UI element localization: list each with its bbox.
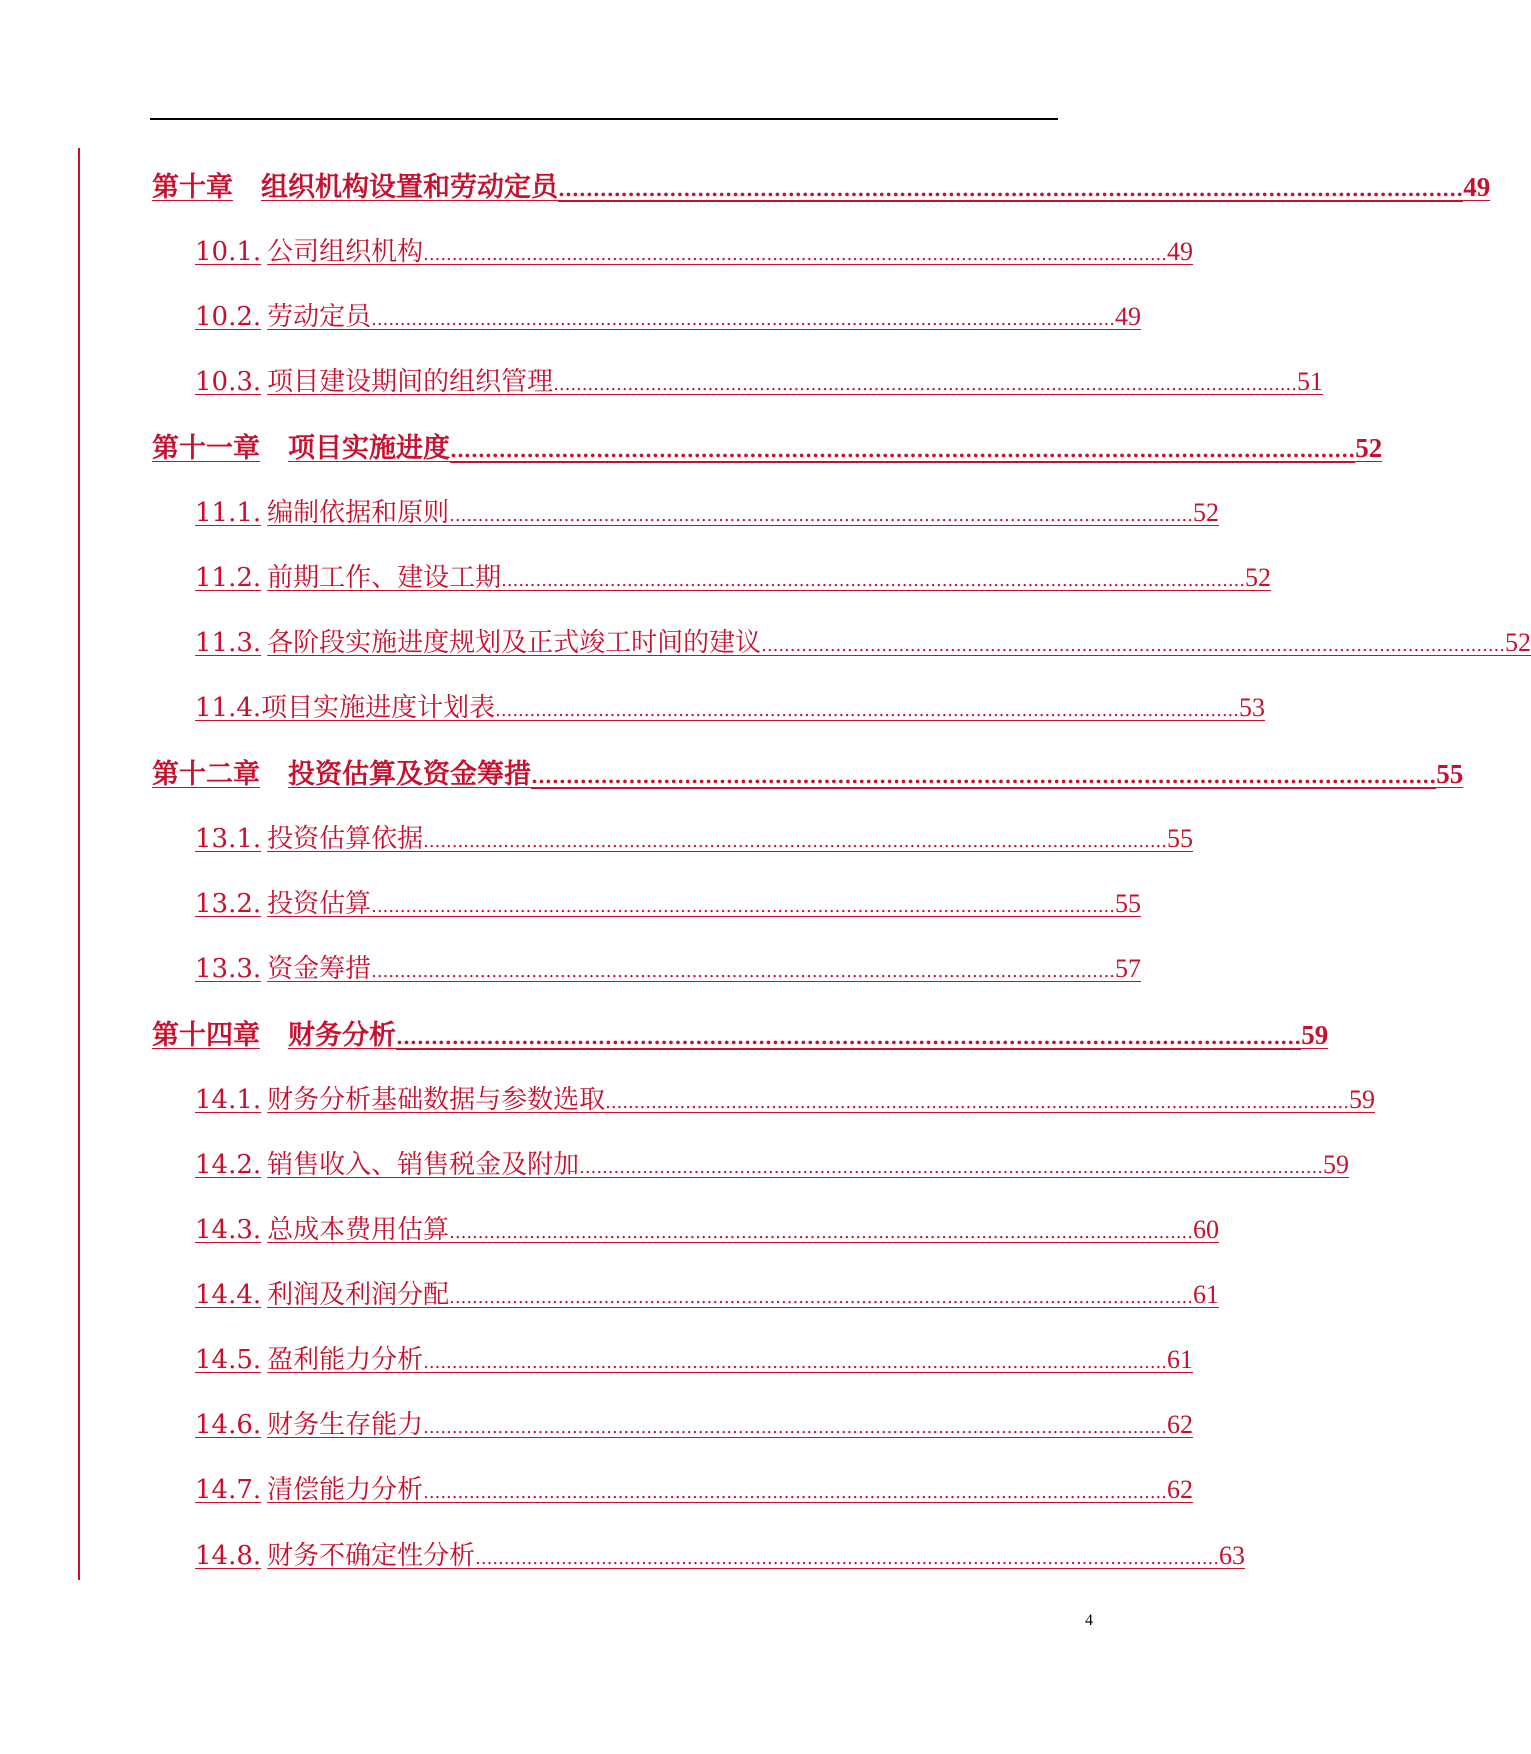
toc-section-11-4[interactable]: [195, 687, 1265, 724]
toc-leader-dots: ..................................................................................................................................: [371, 896, 1115, 917]
toc-number: 14.4.: [195, 1280, 262, 1310]
toc-number: 14.2.: [195, 1150, 262, 1180]
toc-title: 公司组织机构: [267, 237, 424, 267]
toc-title: 项目建设期间的组织管理: [267, 367, 554, 397]
toc-title: 项目实施进度: [288, 433, 450, 464]
toc-page-number: 61: [1193, 1280, 1219, 1309]
toc-page-number: 55: [1436, 759, 1464, 789]
toc-number: 13.2.: [195, 889, 262, 919]
toc-number: 13.1.: [195, 824, 262, 854]
toc-title: 投资估算: [267, 889, 372, 919]
toc-title: 财务分析基础数据与参数选取: [267, 1085, 606, 1115]
toc-section-13-3[interactable]: [195, 948, 1141, 985]
toc-section-11-1[interactable]: [195, 492, 1219, 529]
toc-chapter-10[interactable]: [152, 165, 1491, 204]
toc-number: 第十章: [152, 172, 233, 203]
toc-chapter-11[interactable]: [152, 426, 1383, 465]
toc-number: 第十一章: [152, 433, 260, 464]
toc-page-number: 55: [1115, 889, 1141, 918]
toc-page-number: 62: [1167, 1475, 1193, 1504]
toc-title: 财务分析: [288, 1020, 396, 1051]
toc-title: 利润及利润分配: [267, 1280, 450, 1310]
toc-section-11-3[interactable]: [195, 622, 1531, 659]
toc-leader-dots: ..................................................................................................................................: [553, 374, 1297, 395]
toc-leader-dots: ..................................................................................................................................: [558, 177, 1464, 201]
toc-title: 资金筹措: [267, 954, 372, 984]
toc-title: 编制依据和原则: [267, 498, 450, 528]
toc-chapter-14[interactable]: [152, 1013, 1329, 1052]
toc-title: 项目实施进度计划表: [261, 693, 496, 723]
toc-number: 10.2.: [195, 302, 262, 332]
toc-leader-dots: ..................................................................................................................................: [449, 505, 1193, 526]
toc-leader-dots: ..................................................................................................................................: [423, 831, 1167, 852]
toc-page-number: 52: [1193, 498, 1219, 527]
page-number: 4: [1085, 1612, 1093, 1629]
toc-leader-dots: ..................................................................................................................................: [761, 635, 1505, 656]
toc-leader-dots: ..................................................................................................................................: [423, 1482, 1167, 1503]
toc-page-number: 59: [1301, 1020, 1329, 1050]
toc-page-number: 59: [1323, 1150, 1349, 1179]
toc-title: 盈利能力分析: [267, 1345, 424, 1375]
toc-title: 销售收入、销售税金及附加: [267, 1150, 580, 1180]
toc-leader-dots: ..................................................................................................................................: [605, 1092, 1349, 1113]
toc-page-number: 52: [1245, 563, 1271, 592]
toc-number: 10.1.: [195, 237, 262, 267]
toc-section-14-2[interactable]: [195, 1144, 1349, 1181]
toc-page-number: 52: [1355, 433, 1383, 463]
toc-number: 13.3.: [195, 954, 262, 984]
toc-title: 前期工作、建设工期: [267, 563, 502, 593]
toc-number: 11.3.: [195, 628, 262, 658]
toc-page-number: 53: [1239, 693, 1265, 722]
toc-page-number: 49: [1463, 172, 1491, 202]
toc-title: 总成本费用估算: [267, 1215, 450, 1245]
toc-section-14-6[interactable]: [195, 1404, 1193, 1441]
toc-page-number: 51: [1297, 367, 1323, 396]
toc-number: 第十四章: [152, 1020, 260, 1051]
toc-number: 14.8.: [195, 1541, 262, 1571]
toc-page-number: 59: [1349, 1085, 1375, 1114]
toc-number: 14.3.: [195, 1215, 262, 1245]
toc-leader-dots: ..................................................................................................................................: [449, 1222, 1193, 1243]
toc-leader-dots: ..................................................................................................................................: [531, 764, 1437, 788]
toc-page-number: 49: [1167, 237, 1193, 266]
toc-number: 10.3.: [195, 367, 262, 397]
toc-page-number: 57: [1115, 954, 1141, 983]
toc-leader-dots: ..................................................................................................................................: [501, 570, 1245, 591]
toc-leader-dots: ..................................................................................................................................: [495, 700, 1239, 721]
toc-title: 劳动定员: [267, 302, 372, 332]
toc-section-11-2[interactable]: [195, 557, 1271, 594]
toc-title: 清偿能力分析: [267, 1475, 424, 1505]
toc-page-number: 52: [1505, 628, 1531, 657]
toc-section-10-1[interactable]: [195, 231, 1193, 268]
toc-leader-dots: ..................................................................................................................................: [450, 438, 1356, 462]
toc-leader-dots: ..................................................................................................................................: [423, 1352, 1167, 1373]
toc-number: 11.2.: [195, 563, 262, 593]
toc-chapter-12[interactable]: [152, 752, 1464, 791]
toc-leader-dots: ..................................................................................................................................: [475, 1548, 1219, 1569]
toc-section-13-1[interactable]: [195, 818, 1193, 855]
toc-page-number: 61: [1167, 1345, 1193, 1374]
toc-title: 投资估算及资金筹措: [288, 759, 531, 790]
toc-title: 财务生存能力: [267, 1410, 424, 1440]
toc-section-13-2[interactable]: [195, 883, 1141, 920]
toc-number: 第十二章: [152, 759, 260, 790]
toc-title: 投资估算依据: [267, 824, 424, 854]
toc-section-14-4[interactable]: [195, 1274, 1219, 1311]
toc-section-10-3[interactable]: [195, 361, 1323, 398]
toc-section-10-2[interactable]: [195, 296, 1141, 333]
toc-leader-dots: ..................................................................................................................................: [396, 1025, 1302, 1049]
toc-number: 11.4.: [195, 693, 262, 723]
toc-number: 14.1.: [195, 1085, 262, 1115]
toc-leader-dots: ..................................................................................................................................: [423, 244, 1167, 265]
toc-leader-dots: ..................................................................................................................................: [423, 1417, 1167, 1438]
toc-leader-dots: ..................................................................................................................................: [449, 1287, 1193, 1308]
toc-leader-dots: ..................................................................................................................................: [371, 309, 1115, 330]
toc-page-number: 62: [1167, 1410, 1193, 1439]
toc-section-14-8[interactable]: [195, 1535, 1245, 1572]
toc-page-number: 60: [1193, 1215, 1219, 1244]
toc-page-number: 55: [1167, 824, 1193, 853]
toc-number: 14.5.: [195, 1345, 262, 1375]
toc-title: 各阶段实施进度规划及正式竣工时间的建议: [267, 628, 762, 658]
toc-section-14-7[interactable]: [195, 1469, 1193, 1506]
toc-section-14-5[interactable]: [195, 1339, 1193, 1376]
toc-title: 财务不确定性分析: [267, 1541, 476, 1571]
toc-leader-dots: ..................................................................................................................................: [579, 1157, 1323, 1178]
toc-section-14-3[interactable]: [195, 1209, 1219, 1246]
toc-number: 14.7.: [195, 1475, 262, 1505]
toc-title: 组织机构设置和劳动定员: [261, 172, 558, 203]
toc-page-number: 49: [1115, 302, 1141, 331]
toc-number: 11.1.: [195, 498, 262, 528]
toc-number: 14.6.: [195, 1410, 262, 1440]
toc-section-14-1[interactable]: [195, 1079, 1375, 1116]
toc-page-number: 63: [1219, 1541, 1245, 1570]
toc-leader-dots: ..................................................................................................................................: [371, 961, 1115, 982]
